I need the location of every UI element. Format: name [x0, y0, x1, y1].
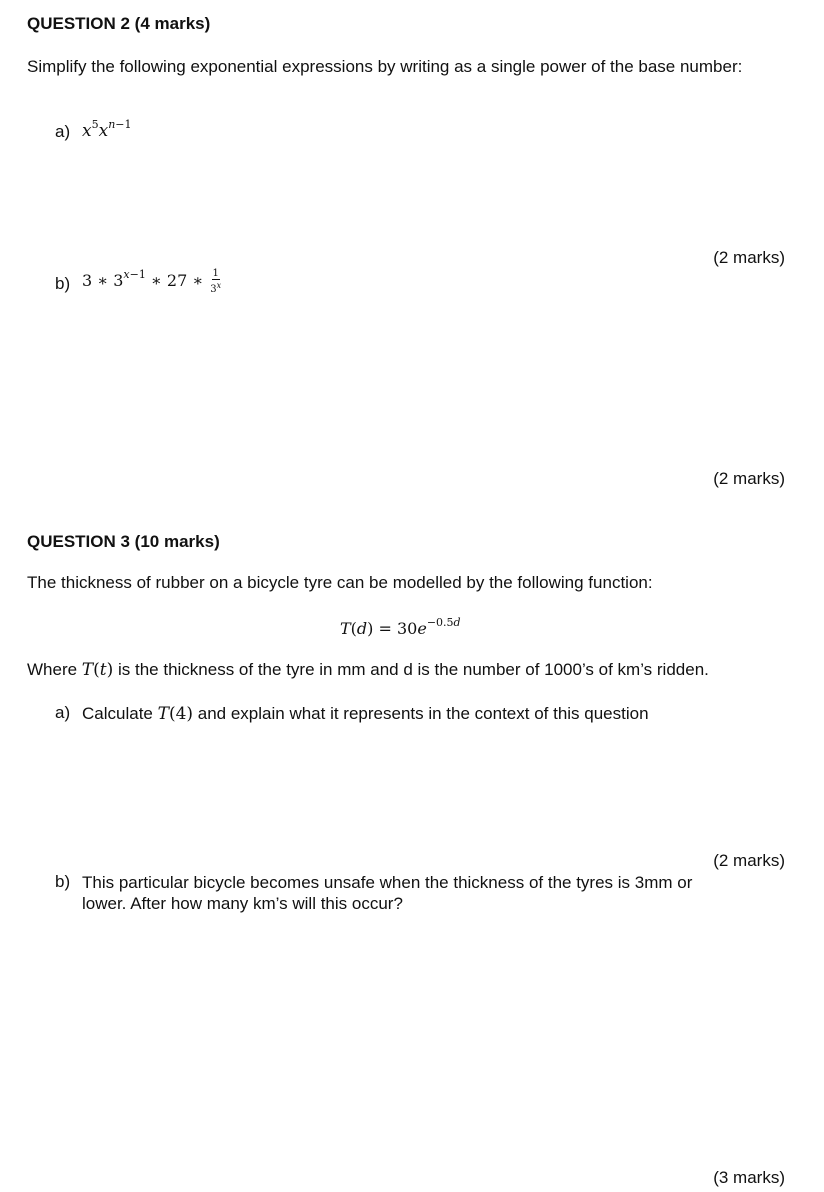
question-3-where-text: Where T(t) is the thickness of the tyre in mm and d is the number of 1000’s of km’s ridden. — [27, 660, 709, 680]
q2-part-b-expression: 3 ∗ $3^{x-1}$ ∗ 27 ∗ $\frac{1}{3^x}$ — [82, 267, 222, 295]
q3-part-a-marks: (2 marks) — [713, 851, 785, 870]
q3-part-b-label: b) — [55, 872, 71, 891]
question-3-heading: QUESTION 3 (10 marks) — [27, 532, 220, 551]
q2-part-b-marks: (2 marks) — [713, 469, 785, 488]
q3-part-a-text: Calculate T(4) and explain what it represents in the context of this question — [82, 704, 649, 724]
q2-part-b-label: b) — [55, 274, 71, 293]
q2-part-a-label: a) — [55, 122, 71, 141]
tyre-thickness-formula: $T(d) = 30e^{-0.5d}$ — [340, 616, 461, 638]
q3-part-b-text-line2: lower. After how many km’s will this occur? — [82, 894, 403, 913]
q3-part-b-text-line1: This particular bicycle becomes unsafe when the thickness of the tyres is 3mm or — [82, 873, 693, 892]
question-2-intro: Simplify the following exponential expressions by writing as a single power of the base number: — [27, 57, 743, 76]
q3-part-b-marks: (3 marks) — [713, 1168, 785, 1187]
q3-part-a-label: a) — [55, 703, 71, 722]
q2-part-a-expression: $x^5x^{n-1}$ — [82, 118, 132, 141]
question-2-heading: QUESTION 2 (4 marks) — [27, 14, 211, 33]
question-3-intro: The thickness of rubber on a bicycle tyre can be modelled by the following function: — [27, 573, 653, 592]
q2-part-a-marks: (2 marks) — [713, 248, 785, 267]
